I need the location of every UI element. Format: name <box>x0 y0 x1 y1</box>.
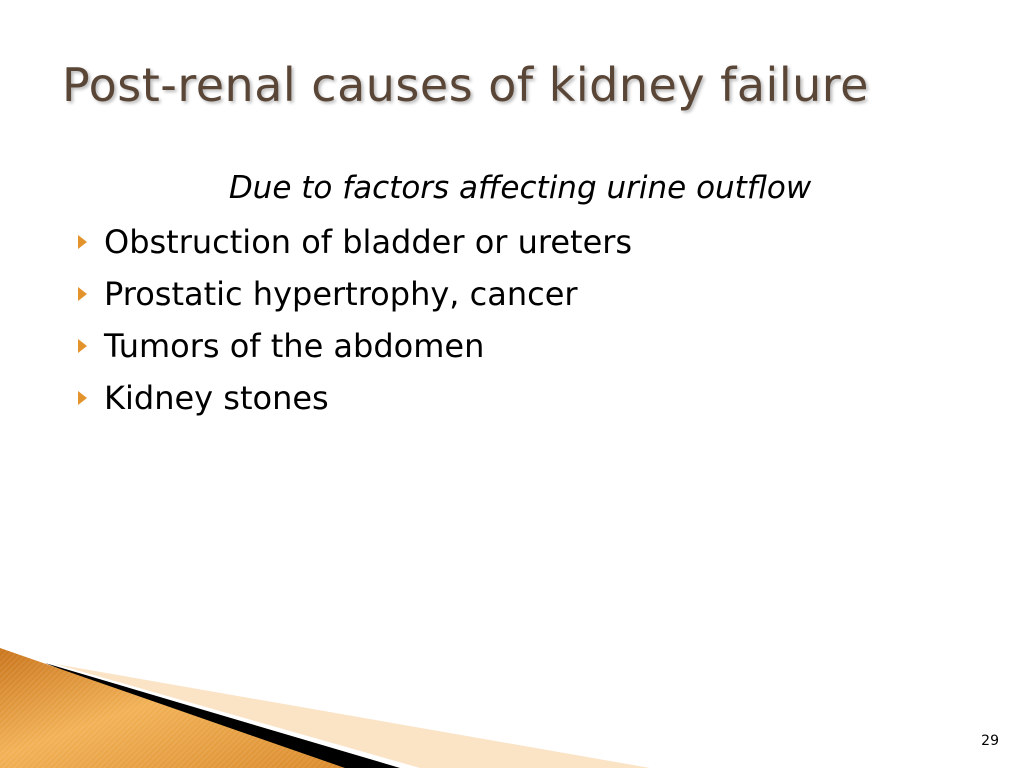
triangle-bullet-icon <box>78 339 87 353</box>
bullet-item <box>76 378 632 430</box>
bullet-item <box>76 222 632 274</box>
bullet-item <box>76 326 632 378</box>
bullet-item <box>76 274 632 326</box>
bullet-text: Tumors of the abdomen <box>104 327 485 365</box>
page-number: 29 <box>981 733 999 749</box>
triangle-bullet-icon <box>78 391 87 405</box>
bullet-text: Kidney stones <box>104 379 329 417</box>
slide-subtitle: Due to factors affecting urine outflow <box>228 170 812 206</box>
bullet-list <box>76 222 632 430</box>
triangle-bullet-icon <box>78 287 87 301</box>
triangle-bullet-icon <box>78 235 87 249</box>
bullet-text: Obstruction of bladder or ureters <box>104 223 633 261</box>
bullet-text: Prostatic hypertrophy, cancer <box>104 275 578 313</box>
slide-title: Post-renal causes of kidney failure <box>62 58 869 112</box>
